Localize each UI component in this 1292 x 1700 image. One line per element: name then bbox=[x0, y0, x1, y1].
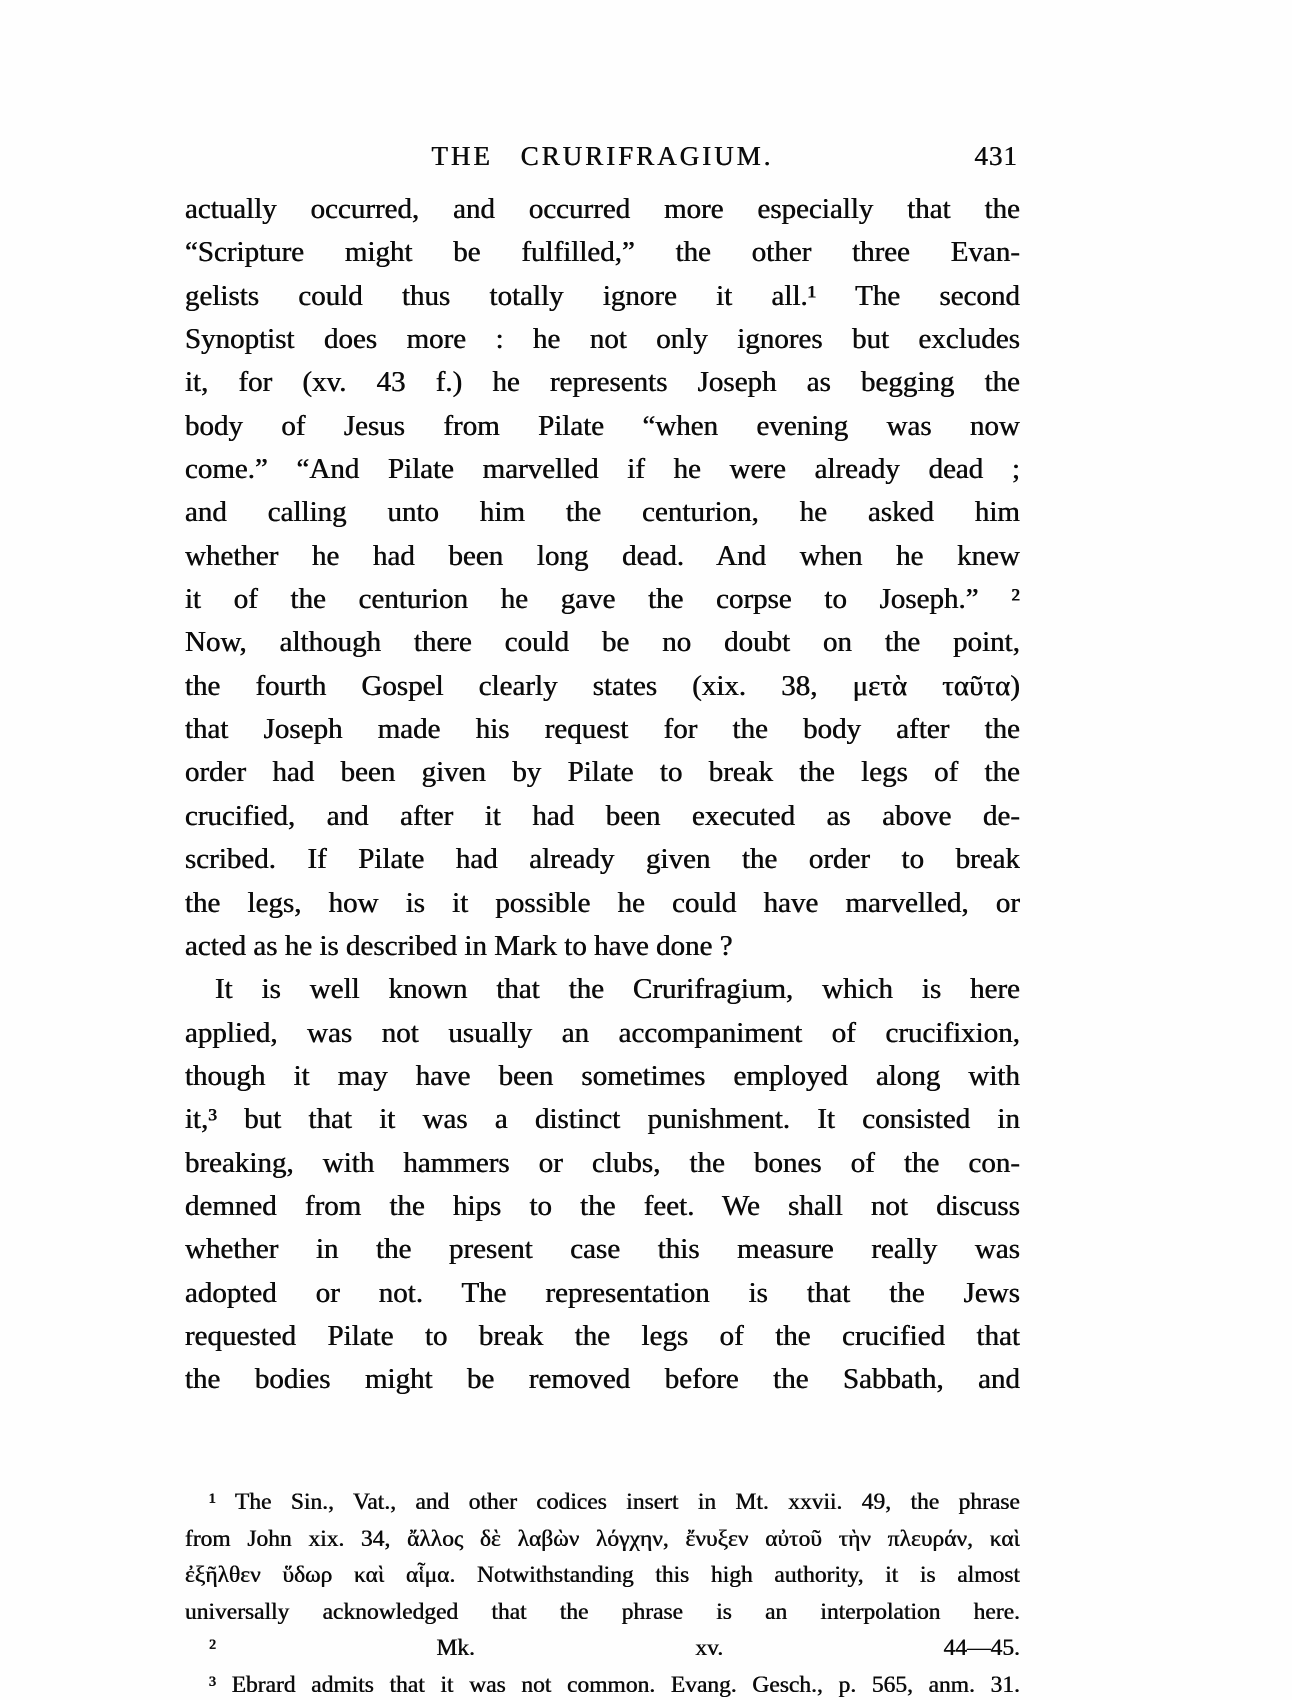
text-line: scribed. If Pilate had already given the order to break bbox=[185, 843, 1020, 876]
footnote-line: from John xix. 34, ἄλλος δὲ λαβὼν λόγχην, ἔνυξεν αὐτοῦ τὴν πλευράν, καὶ bbox=[185, 1525, 1020, 1552]
text-line: breaking, with hammers or clubs, the bones of the con- bbox=[185, 1146, 1020, 1179]
text-line: crucified, and after it had been executed as above de- bbox=[185, 799, 1020, 832]
text-line: body of Jesus from Pilate “when evening was now bbox=[185, 409, 1020, 442]
page-title: THE CRURIFRAGIUM. bbox=[431, 141, 774, 171]
text-line: it of the centurion he gave the corpse to Joseph.” ² bbox=[185, 583, 1020, 616]
text-line: it, for (xv. 43 f.) he represents Joseph as begging the bbox=[185, 366, 1020, 399]
text-line: Synoptist does more : he not only ignores but excludes bbox=[185, 323, 1020, 356]
text-line: whether in the present case this measure really was bbox=[185, 1233, 1020, 1266]
text-line: actually occurred, and occurred more especially that the bbox=[185, 193, 1020, 225]
text-line: applied, was not usually an accompaniment of crucifixion, bbox=[185, 1016, 1020, 1049]
text-line: Now, although there could be no doubt on the point, bbox=[185, 626, 1020, 659]
text-line: order had been given by Pilate to break the legs of the bbox=[185, 756, 1020, 789]
footnote-line: ἐξῆλθεν ὕδωρ καὶ αἷμα. Notwithstanding this high authority, it is almost bbox=[185, 1562, 1020, 1589]
footnotes bbox=[185, 1484, 1020, 1700]
running-head bbox=[185, 139, 1020, 173]
text-line: the fourth Gospel clearly states (xix. 38, μετὰ ταῦτα) bbox=[185, 669, 1020, 702]
text-line: gelists could thus totally ignore it all.¹ The second bbox=[185, 279, 1020, 312]
text-line: acted as he is described in Mark to have done ? bbox=[185, 929, 733, 962]
text-line: come.” “And Pilate marvelled if he were already dead ; bbox=[185, 453, 1020, 486]
text-line: though it may have been sometimes employed along with bbox=[185, 1059, 1020, 1092]
footnote-line: ³ Ebrard admits that it was not common. Evang. Gesch., p. 565, anm. 31. bbox=[209, 1671, 1020, 1698]
text-line: it,³ but that it was a distinct punishment. It consisted in bbox=[185, 1103, 1020, 1136]
text-line: “Scripture might be fulfilled,” the other three Evan- bbox=[185, 236, 1020, 269]
text-line: It is well known that the Crurifragium, which is here bbox=[215, 973, 1020, 1006]
text-line: the legs, how is it possible he could have marvelled, or bbox=[185, 886, 1020, 919]
text-line: requested Pilate to break the legs of the crucified that bbox=[185, 1319, 1020, 1352]
text-line: and calling unto him the centurion, he asked him bbox=[185, 496, 1020, 529]
footnote-line: universally acknowledged that the phrase is an interpolation here. bbox=[185, 1598, 1020, 1625]
text-line: that Joseph made his request for the body after the bbox=[185, 713, 1020, 746]
text-line: the bodies might be removed before the Sabbath, and bbox=[185, 1363, 1020, 1396]
page-number: 431 bbox=[974, 141, 1018, 171]
footnote-line: ¹ The Sin., Vat., and other codices insert in Mt. xxvii. 49, the phrase bbox=[209, 1489, 1020, 1515]
body-text bbox=[185, 188, 1020, 1402]
footnote-line: ² Mk. xv. 44—45. bbox=[209, 1635, 1020, 1662]
text-line: adopted or not. The representation is that the Jews bbox=[185, 1276, 1020, 1309]
text-line: demned from the hips to the feet. We shall not discuss bbox=[185, 1189, 1020, 1222]
text-line: whether he had been long dead. And when he knew bbox=[185, 539, 1020, 572]
